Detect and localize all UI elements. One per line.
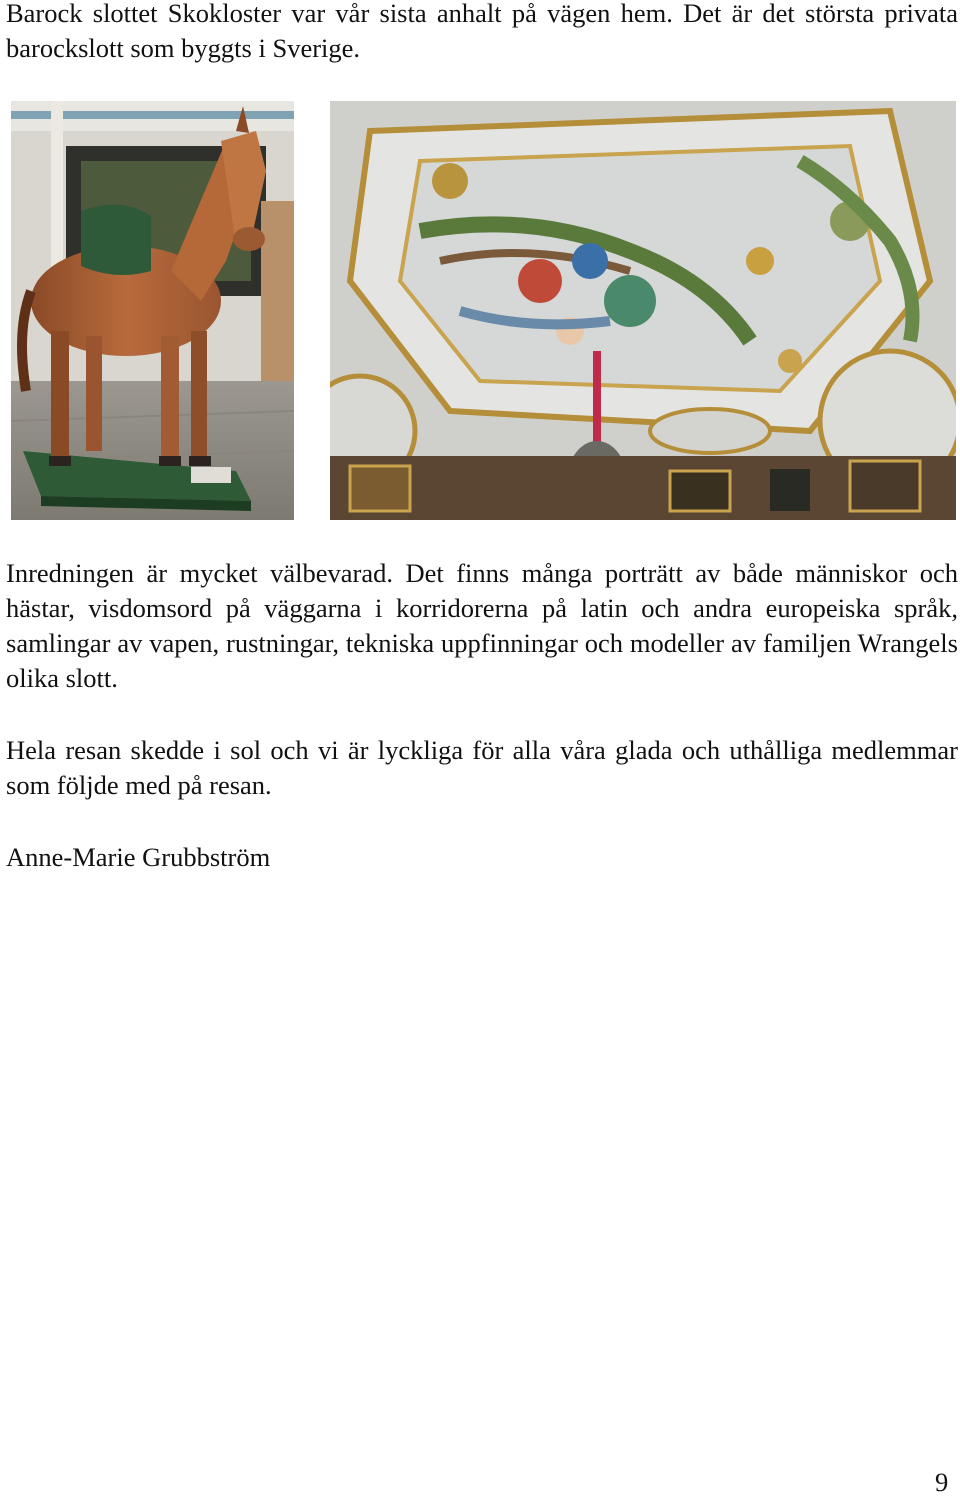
- author-signature: Anne-Marie Grubbström: [6, 842, 271, 872]
- closing-paragraph: Hela resan skedde i sol och vi är lyckliga för alla våra glada och uthålliga medlemmar som följde med på resan.: [6, 735, 958, 800]
- page-number: 9: [935, 1467, 949, 1497]
- horse-exhibit-illustration: [11, 101, 294, 520]
- interior-paragraph: Inredningen är mycket välbevarad. Det finns många porträtt av både människor och hästar, visdomsord på väggarna i korridorerna på latin och andra europeiska språk, samlingar av vapen, rustningar, tekniska uppfinningar och modeller av familjen Wrangels olika slott.: [6, 558, 958, 693]
- baroque-ceiling-photo: [330, 101, 956, 520]
- ceiling-illustration: [330, 101, 956, 520]
- horse-exhibit-photo: [11, 101, 294, 520]
- intro-paragraph: Barock slottet Skokloster var vår sista anhalt på vägen hem. Det är det största privata barockslott som byggts i Sverige.: [6, 0, 958, 63]
